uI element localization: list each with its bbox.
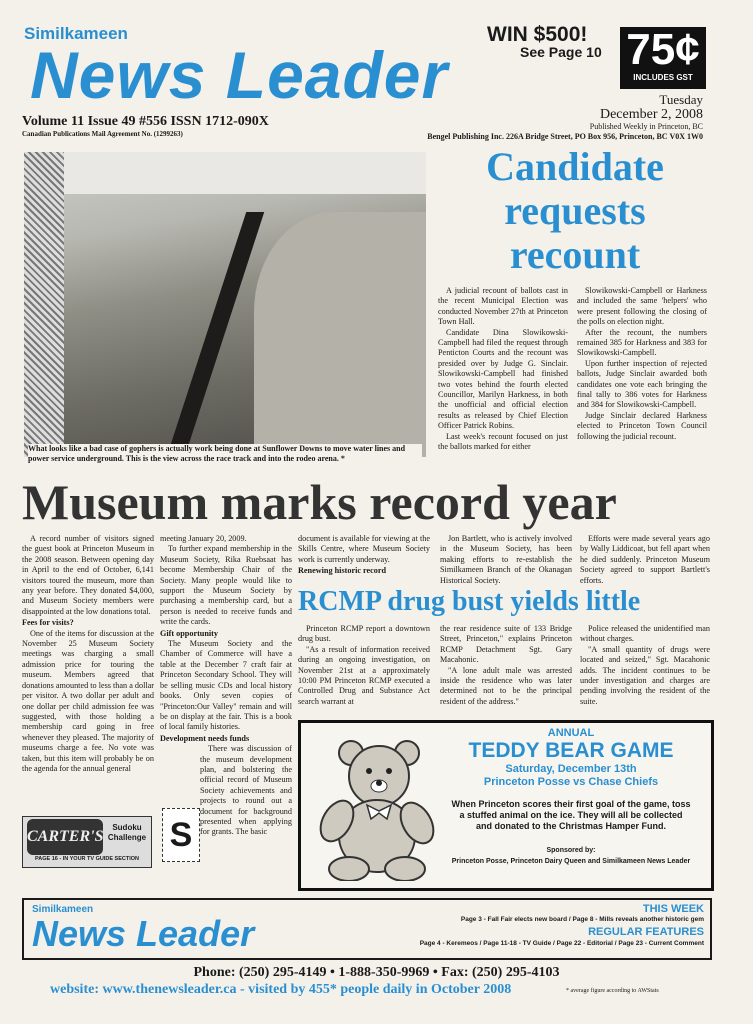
issue-volume: Volume 11 Issue 49 #556 ISSN 1712-090X	[22, 114, 269, 129]
masthead-title: News Leader	[30, 38, 449, 112]
footer-banner	[22, 898, 712, 960]
front-photo	[24, 152, 426, 457]
subheading: Gift opportunity	[160, 628, 219, 638]
sudoku-ad	[22, 816, 152, 868]
paragraph: A judicial recount of ballots cast in the recent Municipal Election was conducted November 27th at Princeton Town Hall.	[438, 286, 568, 327]
paragraph: A record number of visitors signed the guest book at Princeton Museum in the 2008 season. Between opening day in April to the end of October, 6,141 visitors toured the museum, more than any year before. They donated $4,000, and Museum Society members were disappointed at the low donations total.	[22, 534, 154, 616]
dropcap-s-box: S	[162, 808, 200, 862]
paragraph: Last week's recount focused on just the ballots marked for either	[438, 431, 568, 452]
regular-features-heading: REGULAR FEATURES	[588, 926, 704, 938]
museum-column-1	[22, 534, 154, 774]
paragraph: One of the items for discussion at the November 25 Museum Society meetings was charging a small admission price for touring the museum. Members agreed that donations amounted to less than a dollar per visitor. A two dollar per adult and one dollar per child admission fee was suggested, with those holding a membership card going in free whenever they pleased. The majority of museums charge a fee. No vote was taken, but this item will probably be on the agenda for the annual general	[22, 628, 154, 773]
paragraph: Slowikowski-Campbell or Harkness and included the same 'helpers' who were present following the closing of the polls on election night.	[577, 286, 707, 327]
teddy-date: Saturday, December 13th	[505, 763, 637, 775]
promo-see-page: See Page 10	[520, 44, 602, 60]
teddy-sponsors: Princeton Posse, Princeton Dairy Queen and Similkameen News Leader	[451, 858, 691, 865]
museum-column-2	[160, 534, 292, 838]
teddy-bear-ad	[298, 720, 714, 891]
promo-win: WIN $500!	[487, 23, 588, 46]
rcmp-headline: RCMP drug bust yields little	[298, 586, 641, 617]
contact-phone: Phone: (250) 295-4149 • 1-888-350-9969 • Fax: (250) 295-4103	[193, 965, 560, 980]
teddy-bear-illustration	[309, 731, 439, 881]
masthead-subtitle: Similkameen	[24, 24, 128, 43]
rcmp-column-1	[298, 624, 430, 707]
price-gst: INCLUDES GST	[633, 73, 693, 82]
awstats-note: * average figure according to AWStats	[566, 988, 659, 994]
publisher-address: Bengel Publishing Inc. 226A Bridge Street, PO Box 956, Princeton, BC V0X 1W0	[427, 132, 703, 141]
paragraph: To further expand membership in the Museum Society, Rika Ruebsaat has become Membership Chair of the Society. Many people would like to support the Museum Society by purchasing a membership card, but a person is needed to receive funds and write the cards.	[160, 544, 292, 627]
photo-fence	[24, 152, 64, 457]
carters-logo: CARTER'S	[27, 819, 103, 855]
price-value: 75¢	[626, 25, 700, 74]
photo-sky	[24, 152, 426, 194]
paragraph: the rear residence suite of 133 Bridge Street, Princeton," explains Princeton RCMP Detachment Sgt. Gary Macahonic.	[440, 624, 572, 665]
paragraph: After the recount, the numbers remained 385 for Harkness and 383 for Slowikowski-Campbell.	[577, 327, 707, 358]
museum-column-3	[298, 534, 430, 577]
paragraph: The Museum Society and the Chamber of Commerce will have a table at the December 7 craft fair at Princeton Secondary School. They will be selling music CDs and local history books. Only seven copies of "Princeton:Our Valley" remain and will be on display at the fair. This is a book of local family histories.	[160, 639, 292, 732]
teddy-sponsored-label: Sponsored by:	[546, 847, 596, 854]
this-week-heading: THIS WEEK	[642, 903, 704, 915]
paragraph: Upon further inspection of rejected ballots, Judge Sinclair awarded both candidates one vote each bringing the final tally to 386 votes for Harkness and 384 for Slowikowski-Campbell.	[577, 358, 707, 410]
paragraph: Efforts were made several years ago by Wally Liddicoat, but fell apart when he died suddenly. Princeton Museum Society agreed to support Bartlett's efforts.	[580, 534, 710, 585]
candidate-headline: Candidate requests recount	[486, 144, 664, 277]
footer-title: News Leader	[32, 913, 255, 954]
subheading: Fees for visits?	[22, 618, 74, 628]
museum-headline: Museum marks record year	[22, 474, 617, 530]
mail-agreement: Canadian Publications Mail Agreement No. (1299263)	[22, 130, 183, 138]
teddy-title: TEDDY BEAR GAME	[468, 739, 674, 762]
museum-column-5	[580, 534, 710, 586]
paragraph: Princeton RCMP report a downtown drug bust.	[298, 624, 430, 644]
price-box	[620, 27, 706, 89]
paragraph: Police released the unidentified man without charges.	[580, 624, 710, 644]
subheading: Development needs funds	[160, 733, 250, 743]
paragraph: Jon Bartlett, who is actively involved in the Museum Society, has been making efforts to re-establish the Similkameen Branch of the Okanagan Historical Society.	[440, 534, 572, 585]
teddy-matchup: Princeton Posse vs Chase Chiefs	[483, 776, 659, 788]
paragraph: "A lone adult male was arrested inside the residence who was later determined not to be the principal resident of the address."	[440, 665, 572, 706]
footer-subtitle: Similkameen	[32, 904, 94, 915]
candidate-column-2	[577, 286, 707, 442]
this-week-text: Page 3 - Fall Fair elects new board / Page 8 - Mills reveals another historic gem	[460, 916, 704, 923]
paragraph: meeting January 20, 2009.	[160, 534, 247, 543]
rcmp-column-3	[580, 624, 710, 707]
date-day: Tuesday	[659, 92, 703, 107]
paragraph: Candidate Dina Slowikowski-Campbell had filed the request through Penticton Courts and the recount was presided over by Judge G. Sinclair. Slowikowski-Campbell had finished two votes behind the fourth elected Councillor, Marilyn Harkness, in both the unofficial and official election results as released by Chief Election Officer Patrick Robins.	[438, 327, 568, 431]
contact-website: website: www.thenewsleader.ca - visited by 455* people daily in October 2008	[50, 982, 512, 997]
photo-caption: What looks like a bad case of gophers is actually work being done at Sunflower Downs to move water lines and power service underground. This is the view across the race track and into the rodeo arena. *	[28, 444, 422, 464]
sudoku-page-ref: PAGE 16 - IN YOUR TV GUIDE SECTION	[34, 856, 139, 862]
rcmp-column-2	[440, 624, 572, 707]
museum-column-4	[440, 534, 572, 586]
candidate-column-1	[438, 286, 568, 453]
paragraph: There was discussion of the museum development plan, and bolstering the official record of Museum Society achievements and projects to round out a document for background presented when applying for grants. The basic	[200, 744, 292, 837]
paragraph: "A small quantity of drugs were located and seized," Sgt. Macahonic adds. The incident continues to be under investigation and charges are pending involving the resident of the suite.	[580, 644, 710, 706]
paragraph: Judge Sinclair declared Harkness elected to Princeton Town Council following the judicial recount.	[577, 410, 707, 441]
teddy-description: When Princeton scores their first goal of the game, toss a stuffed animal on the ice. They will all be collected and donated to the Christmas Hamper Fund.	[451, 799, 691, 831]
date: December 2, 2008	[599, 107, 703, 122]
sudoku-title: Sudoku Challenge	[107, 823, 147, 842]
published-weekly: Published Weekly in Princeton, BC	[589, 122, 703, 131]
teddy-annual: ANNUAL	[547, 727, 595, 739]
paragraph: document is available for viewing at the Skills Centre, where Museum Society work is currently underway.	[298, 534, 430, 564]
regular-features-text: Page 4 - Keremeos / Page 11-18 - TV Guide / Page 22 - Editorial / Page 23 - Current Comment	[419, 940, 704, 947]
paragraph: "As a result of information received during an ongoing investigation, on November 21st at a approximately 10:00 PM Princeton RCMP executed a Controlled Drug and Substance Act search warrant at	[298, 644, 430, 706]
subheading: Renewing historic record	[298, 566, 387, 576]
